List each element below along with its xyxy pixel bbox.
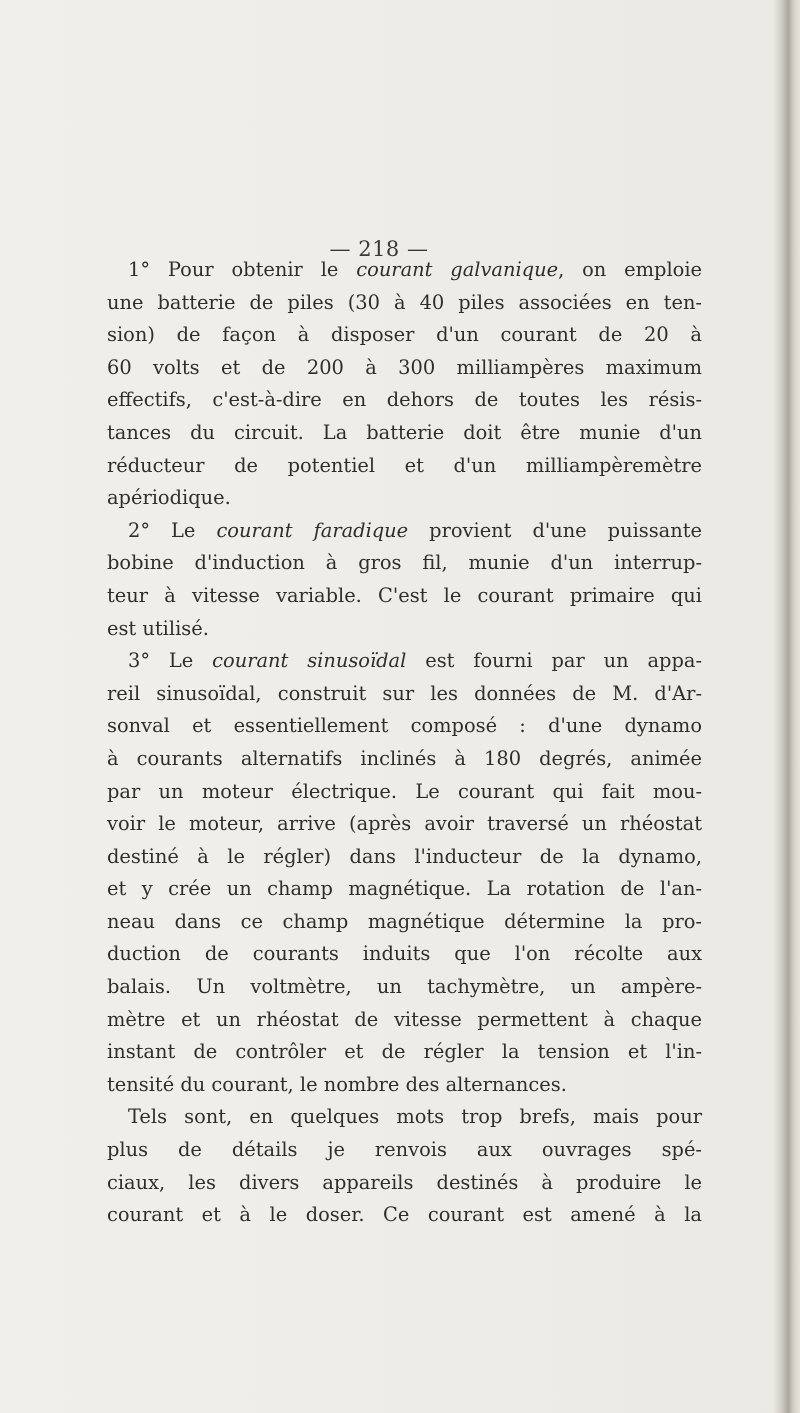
body-text [107, 254, 702, 1232]
text-line: instant de contrôler et de régler la tension et l'in- [107, 1040, 702, 1064]
text-line: courant et à le doser. Ce courant est amené à la [107, 1203, 702, 1227]
italic-term: courant galvanique [356, 258, 559, 281]
text-line: balais. Un voltmètre, un tachymètre, un ampère- [107, 975, 702, 999]
text-line: voir le moteur, arrive (après avoir traversé un rhéostat [107, 812, 702, 836]
text-line: neau dans ce champ magnétique détermine la pro- [107, 909, 702, 933]
text-line: 2° Le courant faradique provient d'une puissante [128, 518, 703, 542]
text-line: 60 volts et de 200 à 300 milliampères maximum [107, 355, 702, 379]
paragraph [107, 1101, 702, 1231]
text-line: effectifs, c'est-à-dire en dehors de toutes les résis- [107, 388, 702, 412]
text-line: sion) de façon à disposer d'un courant de 20 à [107, 323, 702, 347]
text-line: et y crée un champ magnétique. La rotation de l'an- [107, 877, 702, 901]
text-line: mètre et un rhéostat de vitesse permettent à chaque [107, 1007, 702, 1031]
text-line: reil sinusoïdal, construit sur les données de M. d'Ar- [107, 681, 702, 705]
text-line: 1° Pour obtenir le courant galvanique, on emploie [128, 258, 702, 281]
text-line: sonval et essentiellement composé : d'une dynamo [107, 714, 702, 738]
text-line: 3° Le courant sinusoïdal est fourni par un appa- [128, 649, 702, 673]
text-line: tensité du courant, le nombre des alternances. [107, 1072, 567, 1096]
page-number: — 218 — [329, 237, 429, 261]
text-line: tances du circuit. La batterie doit être munie d'un [107, 420, 702, 444]
text-line: Tels sont, en quelques mots trop brefs, mais pour [128, 1105, 702, 1129]
text-line: plus de détails je renvois aux ouvrages spé- [107, 1138, 702, 1162]
text-line: une batterie de piles (30 à 40 piles associées en ten- [107, 290, 702, 314]
italic-term: courant sinusoïdal [212, 649, 407, 673]
text-line: à courants alternatifs inclinés à 180 degrés, animée [107, 746, 702, 770]
text-line: ciaux, les divers appareils destinés à produire le [107, 1170, 702, 1194]
text-line: est utilisé. [107, 616, 209, 640]
paragraph [107, 254, 702, 515]
text-line: bobine d'induction à gros fil, munie d'un interrup- [107, 551, 702, 575]
text-line: duction de courants induits que l'on récolte aux [107, 942, 702, 966]
text-line: destiné à le régler) dans l'inducteur de la dynamo, [107, 844, 702, 868]
italic-term: courant faradique [216, 518, 409, 542]
paragraph [107, 645, 702, 1101]
text-line: apériodique. [107, 486, 231, 510]
text-line: par un moteur électrique. Le courant qui fait mou- [107, 779, 702, 803]
page-edge-shadow [774, 0, 800, 1413]
paragraph [107, 515, 702, 645]
text-line: teur à vitesse variable. C'est le courant primaire qui [107, 583, 702, 607]
text-line: réducteur de potentiel et d'un milliampèremètre [107, 453, 702, 477]
